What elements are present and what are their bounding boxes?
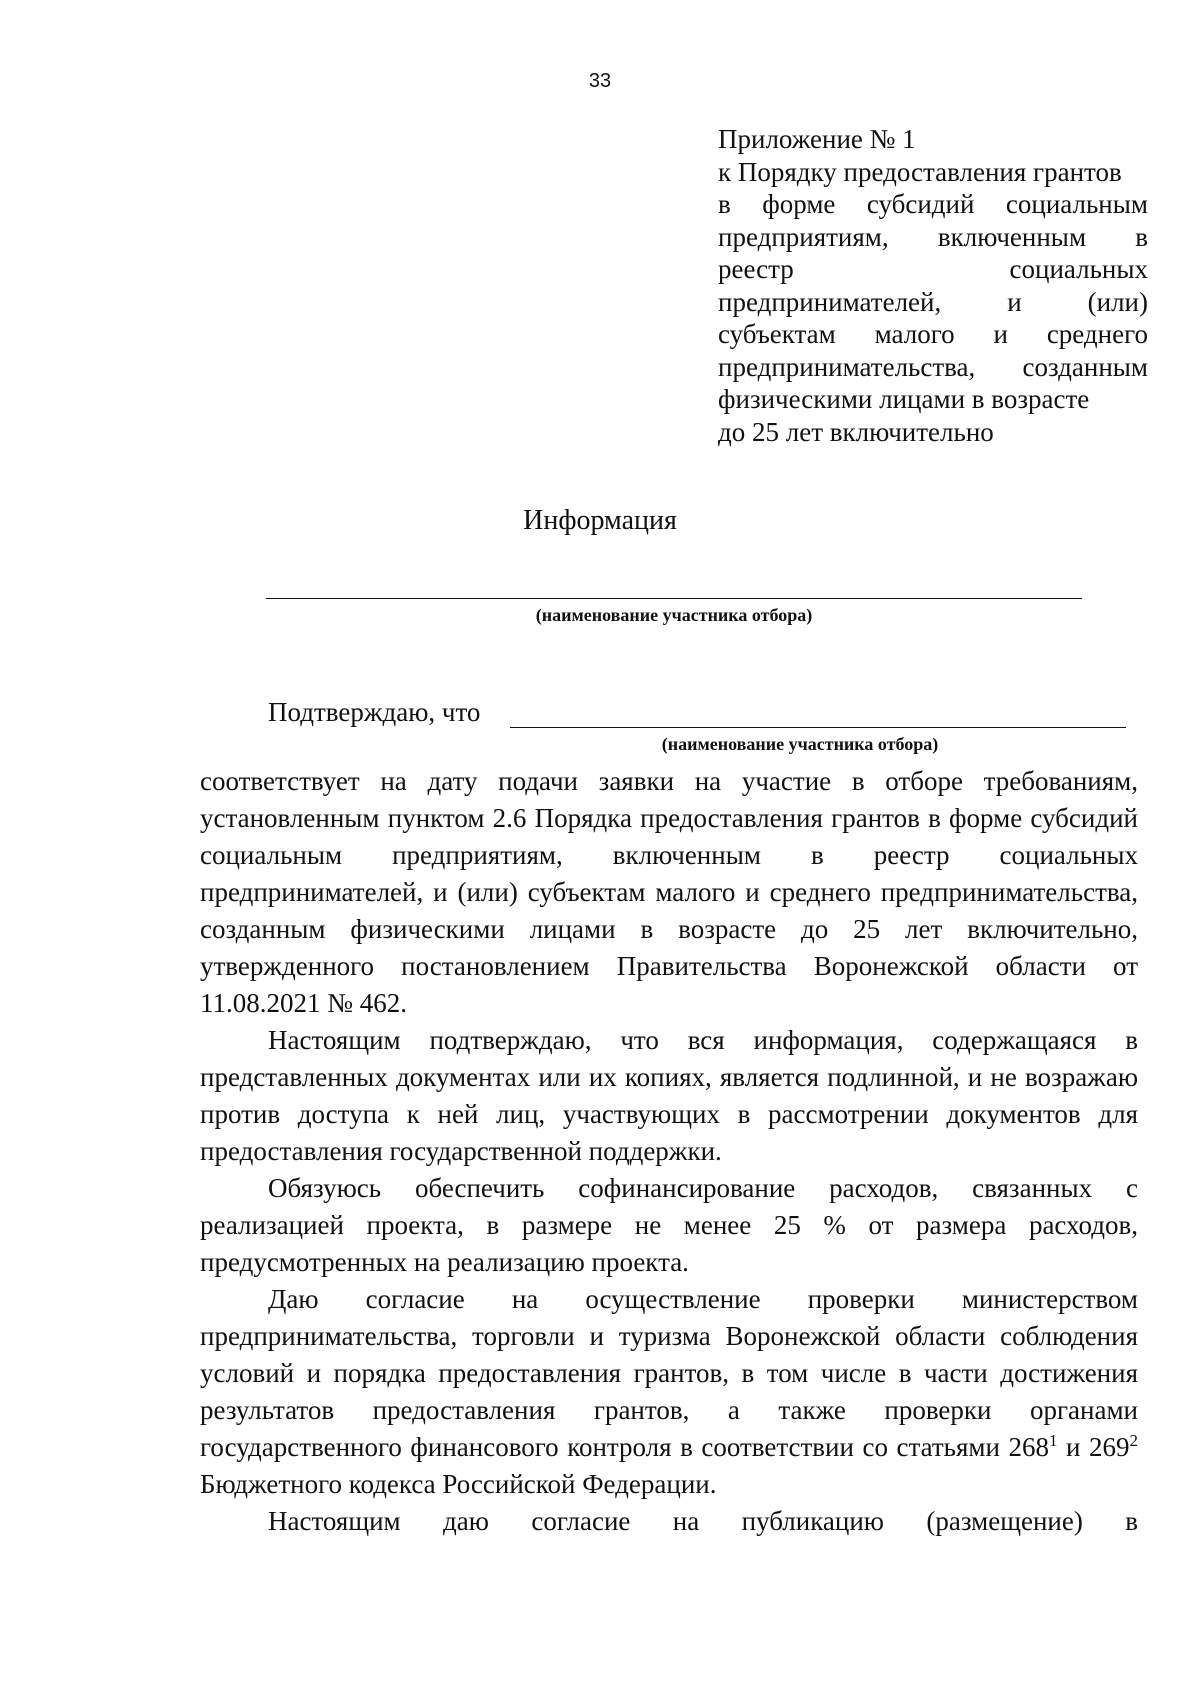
participant-name-line bbox=[266, 598, 1082, 599]
appendix-line: предприятиям, включенным в bbox=[718, 221, 1148, 252]
appendix-block bbox=[718, 123, 1148, 448]
confirm-lead-text: Подтверждаю, что bbox=[268, 697, 481, 727]
paragraph-publication-consent: Настоящим даю согласие на публикацию (размещение) в bbox=[268, 1506, 1138, 1536]
appendix-line: реестр социальных bbox=[718, 254, 1148, 284]
appendix-line: в форме субсидий социальным bbox=[718, 189, 1148, 219]
participant-name-line-2 bbox=[510, 727, 1126, 728]
appendix-line: предпринимательства, созданным bbox=[718, 351, 1148, 382]
appendix-line: к Порядку предоставления грантов bbox=[718, 156, 1122, 187]
appendix-line: физическими лицами в возрасте bbox=[718, 384, 1090, 414]
paragraph-text: Бюджетного кодекса Российской Федерации. bbox=[200, 1469, 717, 1499]
participant-name-caption: (наименование участника отбора) bbox=[535, 605, 813, 625]
participant-name-caption-2: (наименование участника отбора) bbox=[661, 734, 939, 754]
page-number: 33 bbox=[588, 70, 612, 92]
paragraph-compliance: соответствует на дату подачи заявки на участие в отборе требованиям, установленным пунктом 2.6 Порядка предоставления грантов в форме субсидий социальным предприятиям, включенным в реестр социальных предпринимателей, и (или) субъектам малого и среднего предпринимательства, созданным физическими лицами в возрасте до 25 лет включительно, утвержденного постановлением Правительства Воронежской области от 11.08.2021 № 462. bbox=[200, 766, 1138, 1018]
appendix-line: предпринимателей, и (или) bbox=[718, 286, 1148, 317]
document-body bbox=[200, 763, 1138, 1540]
appendix-line: до 25 лет включительно bbox=[718, 416, 994, 447]
paragraph-text: и 269 bbox=[1057, 1432, 1130, 1462]
paragraph-authenticity: Настоящим подтверждаю, что вся информация, содержащаяся в представленных документах или их копиях, является подлинной, и не возражаю против доступа к ней лиц, участвующих в рассмотрении документов для предоставления государственной поддержки. bbox=[200, 1025, 1138, 1166]
document-title: Информация bbox=[523, 505, 677, 536]
paragraph-cofinancing: Обязуюсь обеспечить софинансирование расходов, связанных с реализацией проекта, в размере не менее 25 % от размера расходов, предусмотренных на реализацию проекта. bbox=[200, 1173, 1138, 1277]
paragraph-inspection-consent bbox=[200, 1281, 1138, 1503]
paragraph-text: Даю согласие на осуществление проверки министерством предпринимательства, торговли и туризма Воронежской области соблюдения условий и порядка предоставления грантов, в том числе в части достижения результатов предоставления грантов, а также проверки органами государственного финансового контроля в соответствии со статьями 268 bbox=[200, 1284, 1138, 1462]
appendix-line: субъектам малого и среднего bbox=[718, 319, 1148, 349]
appendix-title: Приложение № 1 bbox=[718, 124, 916, 154]
superscript: 1 bbox=[1048, 1431, 1058, 1450]
superscript: 2 bbox=[1129, 1431, 1138, 1450]
